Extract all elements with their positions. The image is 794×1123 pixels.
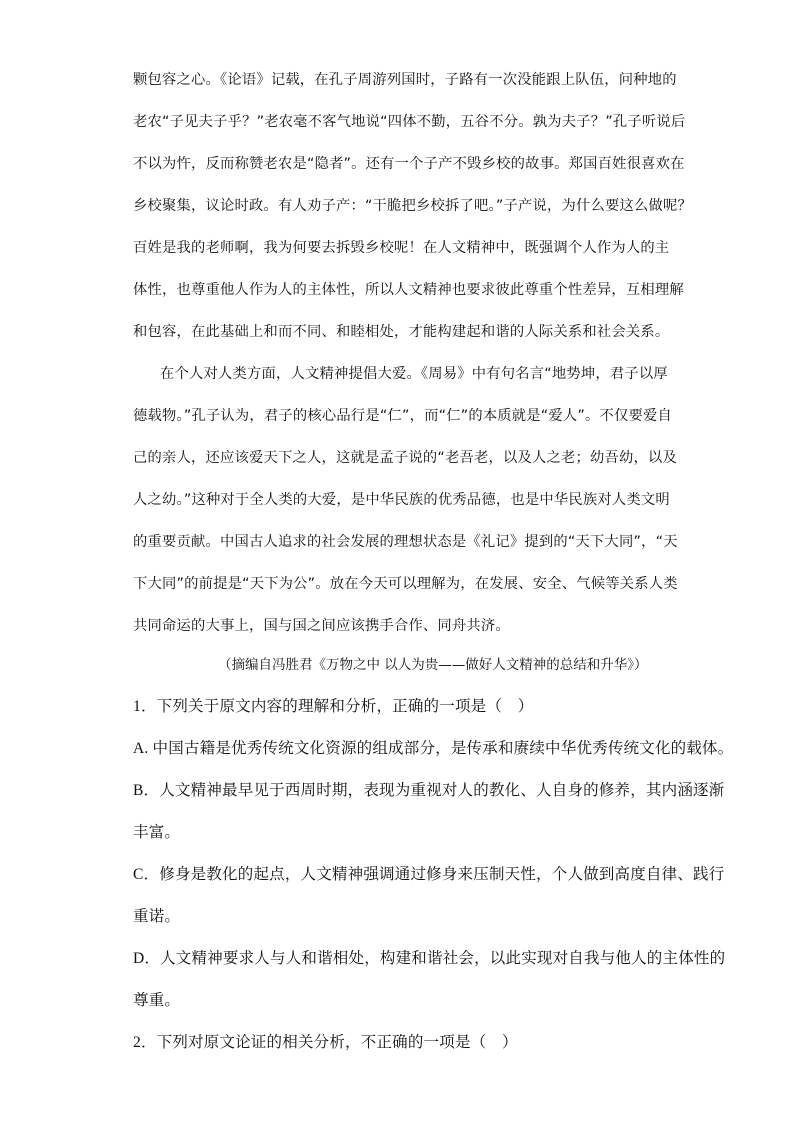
question-1-option-c-continued: 重诺。 (133, 908, 181, 925)
question-1-option-d: D．人文精神要求人与人和谐相处，构建和谐社会，以此实现对自我与他人的主体性的 (133, 950, 726, 967)
question-2-stem: 2．下列对原文论证的相关分析，不正确的一项是（ ） (133, 1034, 518, 1051)
passage-line: 和包容，在此基础上和而不同、和睦相处，才能构建起和谐的人际关系和社会关系。 (133, 324, 670, 340)
question-1-option-d-continued: 尊重。 (133, 992, 181, 1009)
question-1-option-b-continued: 丰富。 (133, 824, 181, 841)
passage-line: 百姓是我的老师啊，我为何要去拆毁乡校呢！在人文精神中，既强调个人作为人的主 (133, 240, 670, 256)
passage-line: 人之幼。”这种对于全人类的大爱，是中华民族的优秀品德，也是中华民族对人类文明 (133, 492, 670, 508)
passage-line: 己的亲人，还应该爱天下之人，这就是孟子说的“老吾老，以及人之老；幼吾幼，以及 (133, 450, 677, 466)
passage-source-citation: （摘编自冯胜君《万物之中 以人为贵——做好人文精神的总结和升华》） (218, 657, 648, 673)
passage-line: 下大同”的前提是“天下为公”。放在今天可以理解为，在发展、安全、气候等关系人类 (133, 576, 678, 592)
passage-line: 体性，也尊重他人作为人的主体性，所以人文精神也要求彼此尊重个性差异，互相理解 (133, 282, 684, 298)
question-1-option-c: C．修身是教化的起点，人文精神强调通过修身来压制天性，个人做到高度自律、践行 (133, 866, 725, 883)
passage-line: 不以为忤，反而称赞老农是“隐者”。还有一个子产不毁乡校的故事。郑国百姓很喜欢在 (133, 156, 685, 172)
passage-line: 的重要贡献。中国古人追求的社会发展的理想状态是《礼记》提到的“天下大同”，“天 (133, 534, 678, 550)
question-1-option-b: B．人文精神最早见于西周时期，表现为重视对人的教化、人自身的修养，其内涵逐渐 (133, 782, 725, 799)
passage-line: 德载物。”孔子认为，君子的核心品行是“仁”，而“仁”的本质就是“爱人”。不仅要爱自 (133, 408, 672, 424)
passage-line: 乡校聚集，议论时政。有人劝子产：“干脆把乡校拆了吧。”子产说，为什么要这么做呢？ (133, 198, 692, 214)
question-1-stem: 1．下列关于原文内容的理解和分析，正确的一项是（ ） (133, 698, 534, 715)
passage-line: 老农“子见夫子乎？”老农毫不客气地说“四体不勤，五谷不分。孰为夫子？”孔子听说后 (133, 114, 686, 130)
passage-line: 在个人对人类方面，人文精神提倡大爱。《周易》中有句名言“地势坤，君子以厚 (160, 366, 668, 382)
passage-line: 共同命运的大事上，国与国之间应该携手合作、同舟共济。 (133, 618, 510, 634)
passage-line: 颗包容之心。《论语》记载，在孔子周游列国时，子路有一次没能跟上队伍，问种地的 (133, 72, 677, 88)
question-1-option-a: A. 中国古籍是优秀传统文化资源的组成部分，是传承和赓续中华优秀传统文化的载体。 (133, 740, 734, 757)
